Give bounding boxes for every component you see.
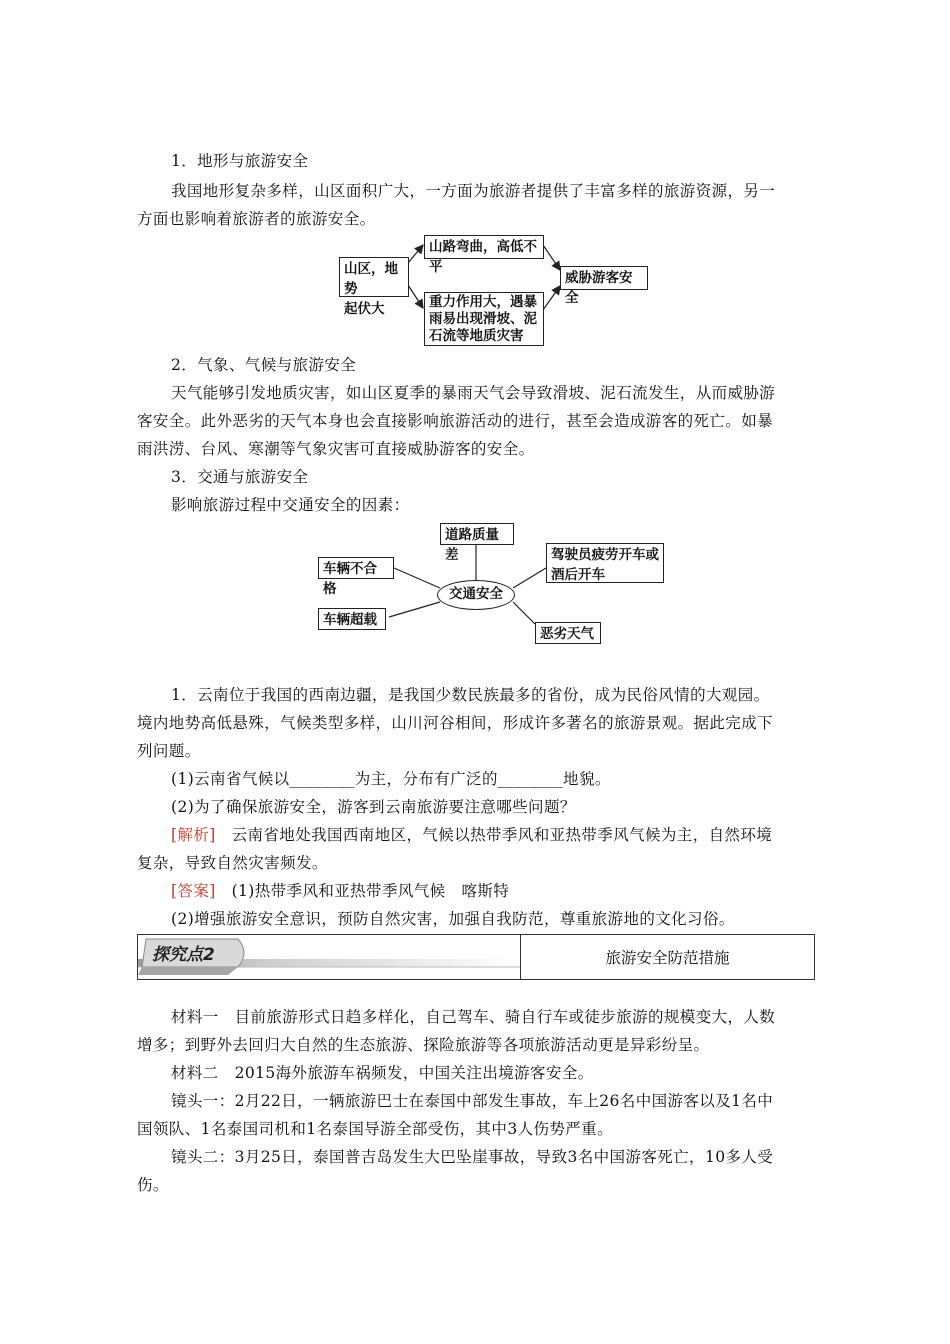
diagram1-top-box: 山路弯曲，高低不平 <box>424 235 544 259</box>
material2: 材料二 2015海外旅游车祸频发，中国关注出境游客安全。 <box>171 1064 594 1082</box>
diagram2-driver-box <box>546 543 664 583</box>
section2-line2: 客安全。此外恶劣的天气本身也会直接影响旅游活动的进行，甚至会造成游客的死亡。如暴 <box>137 412 774 430</box>
diagram2-weather-box: 恶劣天气 <box>535 622 601 644</box>
diagram1-source-line2: 起伏大 <box>344 301 385 317</box>
diagram1-source-line1: 山区，地势 <box>344 261 398 297</box>
diagram1-source-box <box>339 257 409 317</box>
analysis-line2: 复杂，导致自然灾害频发。 <box>137 854 328 872</box>
section3-heading: 3．交通与旅游安全 <box>171 468 309 486</box>
section2-line1: 天气能够引发地质灾害，如山区夏季的暴雨天气会导致滑坡、泥石流发生，从而威胁游 <box>171 384 776 402</box>
section2-line3: 雨洪涝、台风、寒潮等气象灾害可直接威胁游客的安全。 <box>137 440 535 458</box>
section1-heading: 1．地形与旅游安全 <box>171 152 309 170</box>
diagram1-bottom-line1: 重力作用大，遇暴 <box>429 294 537 310</box>
section2-heading: 2．气象、气候与旅游安全 <box>171 356 357 374</box>
analysis-tag: [解析] <box>171 826 216 844</box>
answer-tag: [答案] <box>171 882 216 900</box>
banner-title: 旅游安全防范措施 <box>520 935 814 979</box>
answer-line1 <box>137 876 817 906</box>
exercise-q1: (1)云南省气候以________为主，分布有广泛的________地貌。 <box>171 770 611 788</box>
diagram2-driver-line1: 驾驶员疲劳开车或 <box>551 547 659 563</box>
exercise-line1: 1．云南位于我国的西南边疆，是我国少数民族最多的省份，成为民俗风情的大观园。 <box>171 686 770 704</box>
banner-badge-text: 探究点2 <box>152 945 215 965</box>
diagram1-bottom-line3: 石流等地质灾害 <box>429 328 524 344</box>
section1-para-line2: 方面也影响着旅游者的旅游安全。 <box>137 210 376 228</box>
exercise-line2: 境内地势高低悬殊，气候类型多样，山川河谷相间，形成许多著名的旅游景观。据此完成下 <box>137 714 774 732</box>
shot1-line1: 镜头一：2月22日，一辆旅游巴士在泰国中部发生事故，车上26名中国游客以及1名中 <box>171 1092 774 1110</box>
diagram1-bottom-line2: 雨易出现滑坡、泥 <box>429 311 537 327</box>
diagram1-bottom-box <box>424 292 544 346</box>
diagram2-center-ellipse: 交通安全 <box>437 580 515 610</box>
exercise-line3: 列问题。 <box>137 742 201 760</box>
analysis-line1 <box>137 820 817 850</box>
material1-line1: 材料一 目前旅游形式日趋多样化，自己驾车、骑自行车或徒步旅游的规模变大，人数 <box>171 1008 776 1026</box>
section-banner <box>137 934 815 980</box>
shot1-line2: 国领队、1名泰国司机和1名泰国导游全部受伤，其中3人伤势严重。 <box>137 1120 613 1138</box>
exercise-q2: (2)为了确保旅游安全，游客到云南旅游要注意哪些问题？ <box>171 798 576 816</box>
section1-para-line1: 我国地形复杂多样，山区面积广大，一方面为旅游者提供了丰富多样的旅游资源，另一 <box>171 182 776 200</box>
banner-badge-area <box>138 935 520 979</box>
shot2-line2: 伤。 <box>137 1176 169 1194</box>
diagram2-road-box: 道路质量差 <box>440 523 514 545</box>
answer-line2: (2)增强旅游安全意识，预防自然灾害，加强自我防范，尊重旅游地的文化习俗。 <box>171 910 735 928</box>
diagram2-overload-box: 车辆超载 <box>318 608 386 630</box>
diagram2-driver-line2: 酒后开车 <box>551 567 605 583</box>
material1-line2: 增多；到野外去回归大自然的生态旅游、探险旅游等各项旅游活动更是异彩纷呈。 <box>137 1036 710 1054</box>
section3-intro: 影响旅游过程中交通安全的因素： <box>171 496 410 514</box>
diagram2-vehicle-box: 车辆不合格 <box>318 557 394 579</box>
analysis-text: 云南省地处我国西南地区，气候以热带季风和亚热带季风气候为主，自然环境 <box>215 826 773 844</box>
answer-text: (1)热带季风和亚热带季风气候 喀斯特 <box>215 882 510 900</box>
shot2-line1: 镜头二：3月25日，泰国普吉岛发生大巴坠崖事故，导致3名中国游客死亡，10多人受 <box>171 1148 774 1166</box>
diagram1-result-box: 威胁游客安全 <box>560 266 648 290</box>
